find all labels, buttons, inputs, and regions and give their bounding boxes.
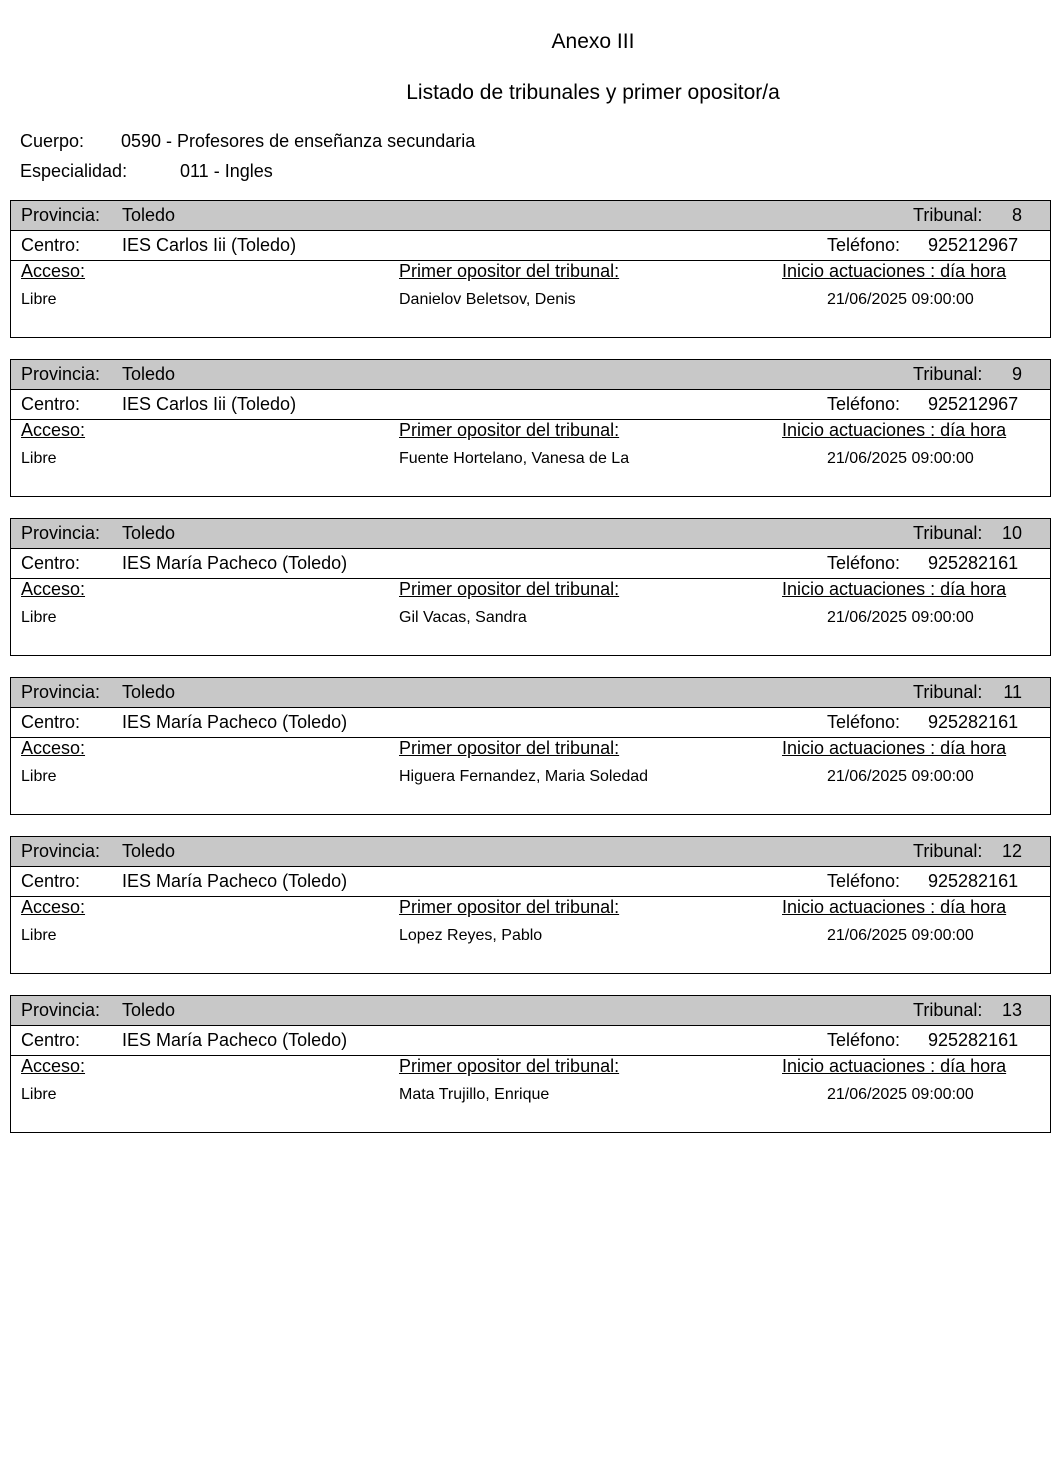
centro-label: Centro:	[21, 553, 81, 573]
tribunal-number: 13	[1001, 1000, 1022, 1020]
provincia-value: Toledo	[122, 841, 176, 861]
centro-value: IES María Pacheco (Toledo)	[122, 871, 348, 891]
tribunal-label: Tribunal:	[913, 841, 983, 861]
inicio-value: 21/06/2025 09:00:00	[827, 927, 974, 944]
centro-value: IES Carlos Iii (Toledo)	[122, 235, 297, 255]
inicio-value: 21/06/2025 09:00:00	[827, 768, 974, 785]
tribunal-number: 12	[1001, 841, 1022, 861]
tribunal-label: Tribunal:	[913, 205, 983, 225]
cuerpo-value: 0590 - Profesores de enseñanza secundaria	[121, 131, 476, 151]
centro-label: Centro:	[21, 871, 81, 891]
tribunal-label: Tribunal:	[913, 364, 983, 384]
primer-opositor-header: Primer opositor del tribunal:	[399, 261, 620, 281]
telefono-value: 925282161	[928, 712, 1019, 732]
centro-row	[11, 549, 1050, 579]
telefono-value: 925212967	[928, 235, 1019, 255]
inicio-header: Inicio actuaciones : día hora	[782, 420, 1007, 440]
opositor-value: Mata Trujillo, Enrique	[399, 1086, 550, 1103]
provincia-row	[11, 519, 1050, 549]
acceso-header: Acceso:	[21, 261, 86, 281]
centro-value: IES Carlos Iii (Toledo)	[122, 394, 297, 414]
centro-value: IES María Pacheco (Toledo)	[122, 553, 348, 573]
centro-label: Centro:	[21, 712, 81, 732]
tribunal-block	[10, 836, 1051, 974]
inicio-header: Inicio actuaciones : día hora	[782, 738, 1007, 758]
page-subtitle: Listado de tribunales y primer opositor/a	[406, 81, 780, 104]
centro-row	[11, 1026, 1050, 1056]
provincia-value: Toledo	[122, 205, 176, 225]
provincia-label: Provincia:	[21, 523, 101, 543]
centro-row	[11, 231, 1050, 261]
provincia-value: Toledo	[122, 364, 176, 384]
primer-opositor-header: Primer opositor del tribunal:	[399, 738, 620, 758]
provincia-label: Provincia:	[21, 841, 101, 861]
cuerpo-line	[20, 131, 620, 155]
tribunal-block	[10, 200, 1051, 338]
provincia-row	[11, 360, 1050, 390]
provincia-label: Provincia:	[21, 205, 101, 225]
acceso-value: Libre	[21, 927, 57, 944]
tribunal-number: 11	[1003, 682, 1022, 702]
centro-row	[11, 390, 1050, 420]
inicio-value: 21/06/2025 09:00:00	[827, 291, 974, 308]
provincia-label: Provincia:	[21, 682, 101, 702]
centro-value: IES María Pacheco (Toledo)	[122, 1030, 348, 1050]
centro-row	[11, 867, 1050, 897]
provincia-row	[11, 996, 1050, 1026]
telefono-label: Teléfono:	[827, 553, 901, 573]
centro-value: IES María Pacheco (Toledo)	[122, 712, 348, 732]
provincia-row	[11, 201, 1050, 231]
opositor-value: Gil Vacas, Sandra	[399, 609, 527, 626]
tribunal-label: Tribunal:	[913, 523, 983, 543]
telefono-value: 925282161	[928, 1030, 1019, 1050]
provincia-value: Toledo	[122, 682, 176, 702]
centro-row	[11, 708, 1050, 738]
tribunal-label: Tribunal:	[913, 1000, 983, 1020]
tribunal-label: Tribunal:	[913, 682, 983, 702]
acceso-header: Acceso:	[21, 897, 86, 917]
provincia-row	[11, 678, 1050, 708]
centro-label: Centro:	[21, 394, 81, 414]
acceso-header: Acceso:	[21, 1056, 86, 1076]
provincia-label: Provincia:	[21, 1000, 101, 1020]
cuerpo-label: Cuerpo:	[20, 131, 85, 151]
especialidad-value: 011 - Ingles	[180, 161, 273, 181]
especialidad-line	[20, 161, 620, 185]
opositor-value: Higuera Fernandez, Maria Soledad	[399, 768, 649, 785]
telefono-value: 925282161	[928, 871, 1019, 891]
inicio-value: 21/06/2025 09:00:00	[827, 609, 974, 626]
telefono-value: 925282161	[928, 553, 1019, 573]
primer-opositor-header: Primer opositor del tribunal:	[399, 897, 620, 917]
page-title: Anexo III	[551, 30, 635, 53]
telefono-label: Teléfono:	[827, 394, 901, 414]
telefono-label: Teléfono:	[827, 1030, 901, 1050]
acceso-value: Libre	[21, 291, 57, 308]
telefono-value: 925212967	[928, 394, 1019, 414]
centro-label: Centro:	[21, 235, 81, 255]
provincia-row	[11, 837, 1050, 867]
tribunal-number: 9	[1011, 364, 1022, 384]
telefono-label: Teléfono:	[827, 235, 901, 255]
opositor-value: Fuente Hortelano, Vanesa de La	[399, 450, 630, 467]
provincia-label: Provincia:	[21, 364, 101, 384]
opositor-value: Danielov Beletsov, Denis	[399, 291, 576, 308]
acceso-value: Libre	[21, 609, 57, 626]
centro-label: Centro:	[21, 1030, 81, 1050]
inicio-value: 21/06/2025 09:00:00	[827, 1086, 974, 1103]
provincia-value: Toledo	[122, 523, 176, 543]
inicio-header: Inicio actuaciones : día hora	[782, 261, 1007, 281]
tribunal-block	[10, 677, 1051, 815]
acceso-value: Libre	[21, 450, 57, 467]
primer-opositor-header: Primer opositor del tribunal:	[399, 420, 620, 440]
tribunal-block	[10, 995, 1051, 1133]
tribunal-number: 8	[1011, 205, 1022, 225]
acceso-header: Acceso:	[21, 579, 86, 599]
tribunal-block	[10, 359, 1051, 497]
opositor-value: Lopez Reyes, Pablo	[399, 927, 543, 944]
tribunal-block	[10, 518, 1051, 656]
acceso-value: Libre	[21, 1086, 57, 1103]
inicio-header: Inicio actuaciones : día hora	[782, 1056, 1007, 1076]
telefono-label: Teléfono:	[827, 712, 901, 732]
inicio-header: Inicio actuaciones : día hora	[782, 579, 1007, 599]
primer-opositor-header: Primer opositor del tribunal:	[399, 1056, 620, 1076]
primer-opositor-header: Primer opositor del tribunal:	[399, 579, 620, 599]
acceso-value: Libre	[21, 768, 57, 785]
acceso-header: Acceso:	[21, 420, 86, 440]
acceso-header: Acceso:	[21, 738, 86, 758]
especialidad-label: Especialidad:	[20, 161, 128, 181]
inicio-header: Inicio actuaciones : día hora	[782, 897, 1007, 917]
provincia-value: Toledo	[122, 1000, 176, 1020]
telefono-label: Teléfono:	[827, 871, 901, 891]
inicio-value: 21/06/2025 09:00:00	[827, 450, 974, 467]
tribunal-number: 10	[1001, 523, 1022, 543]
